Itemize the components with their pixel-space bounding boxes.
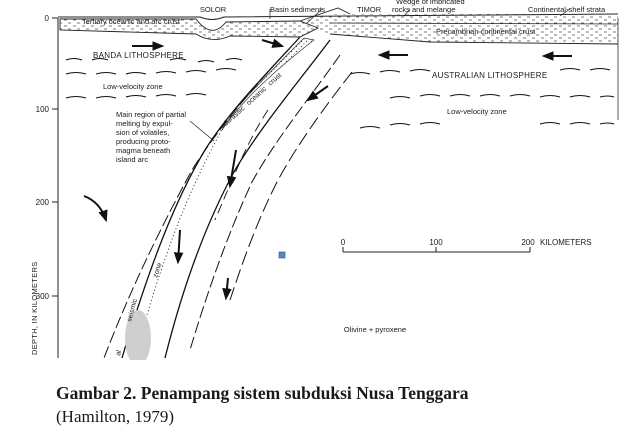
label-australian-lithosphere: AUSTRALIAN LITHOSPHERE <box>432 71 548 80</box>
wedge-downflow-arrow <box>230 150 236 186</box>
scale-unit: KILOMETERS <box>540 238 592 247</box>
depth-tick-200: 200 <box>35 198 49 207</box>
label-solor: SOLOR <box>199 5 227 14</box>
melting-note-line-6: island arc <box>116 155 149 164</box>
label-basin-sediments: Basin sediments <box>270 5 326 14</box>
label-shelf-strata: Continental-shelf strata <box>528 5 606 14</box>
depth-axis-title: DEPTH, IN KILOMETERS <box>30 261 39 355</box>
label-timor: TIMOR <box>357 5 382 14</box>
scale-tick-100: 100 <box>429 238 443 247</box>
seismic-zone-trace <box>136 124 225 358</box>
caption-title: Gambar 2. Penampang sistem subduksi Nusa Tenggara <box>56 383 469 403</box>
slab-flow-arrow <box>308 86 328 100</box>
melting-note-line-2: melting by expul- <box>116 119 173 128</box>
label-precambrian-crust: Precambrian continental crust <box>436 27 536 36</box>
melting-note-line-3: sion of volatiles, <box>116 128 170 137</box>
corner-flow-arrow <box>84 196 106 220</box>
scale-tick-200: 200 <box>521 238 535 247</box>
label-zone: zone <box>152 262 164 279</box>
melting-note-line-5: magma beneath <box>116 146 171 155</box>
depth-tick-0: 0 <box>44 14 49 23</box>
label-jurassic-crust: Jurassic oceanic crust <box>222 72 284 128</box>
label-tertiary-crust: Tertiary oceanic and arc crust <box>82 17 180 26</box>
melting-note <box>116 110 214 164</box>
label-wedge-line1: Wedge of imbricated <box>396 0 465 6</box>
label-banda-lithosphere: BANDA LITHOSPHERE <box>93 51 184 60</box>
scale-bar <box>341 238 592 252</box>
melting-note-line-1: Main region of partial <box>116 110 187 119</box>
depth-tick-300: 300 <box>35 292 49 301</box>
label-low-velocity-right: Low-velocity zone <box>447 107 507 116</box>
figure-caption <box>56 382 636 428</box>
label-wedge-line2: rocks and melange <box>392 5 456 14</box>
melting-note-line-4: producing proto- <box>116 137 171 146</box>
arc-flow-arrow <box>262 40 282 46</box>
caption-source: (Hamilton, 1979) <box>56 407 175 426</box>
deep-flow-arrow-2 <box>226 278 228 298</box>
label-seismic: seismic <box>126 298 139 323</box>
scale-tick-0: 0 <box>340 238 346 247</box>
depth-tick-100: 100 <box>35 105 49 114</box>
label-olivine-pyroxene: Olivine + pyroxene <box>343 325 407 334</box>
depth-axis <box>30 14 58 358</box>
label-low-velocity-left: Low-velocity zone <box>103 82 163 91</box>
location-marker <box>279 252 285 258</box>
label-seismic-fragment: al <box>115 349 124 357</box>
deep-flow-arrow-1 <box>178 230 180 262</box>
